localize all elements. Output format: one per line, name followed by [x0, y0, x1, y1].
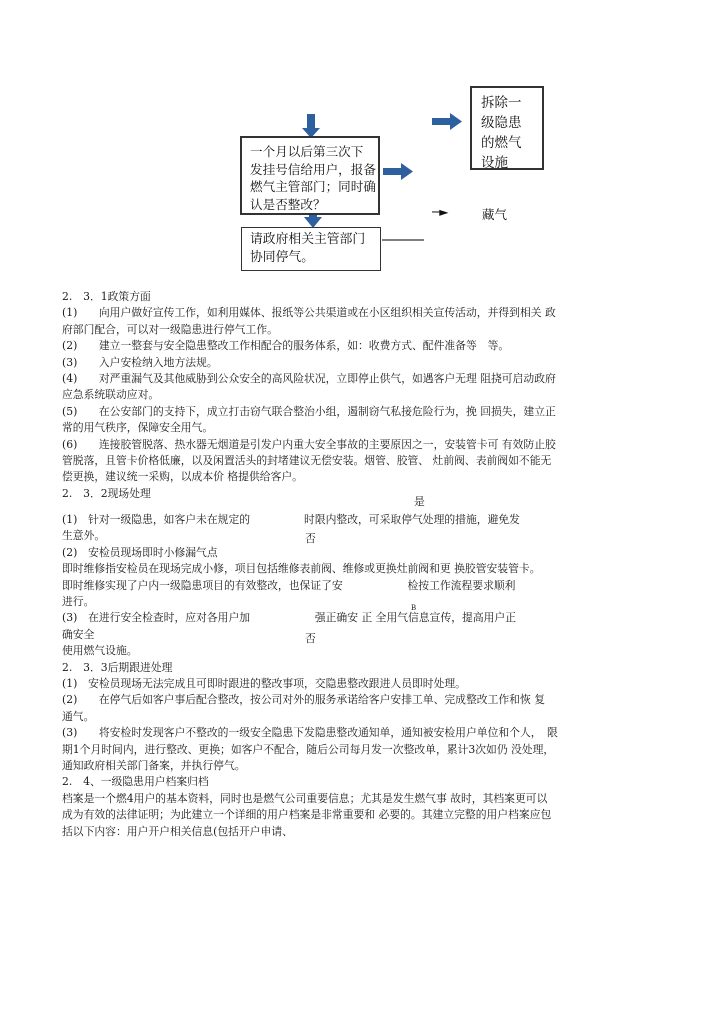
stray-mark-no-1: 否	[305, 532, 316, 545]
third-notice-line-2: 发挂号信给用户，报备	[250, 161, 376, 177]
stray-mark-yes: 是	[414, 495, 425, 508]
remove-facility-line-2: 级隐患	[481, 115, 522, 131]
paragraph-line: 括以下内容：用户开户相关信息(包括开户申请、	[62, 824, 293, 838]
paragraph-line: 应急系统联动应对。	[62, 388, 160, 402]
third-notice-line-1: 一个月以后第三次下	[250, 144, 364, 159]
paragraph-line: (5) 在公安部门的支持下，成立打击窃气联合整治小组，遏制窃气私接危险行为，挽 回损失，建立正	[62, 404, 556, 418]
paragraph-line: 期1个月时间内，进行整改、更换；如客户不配合，随后公司每月发一次整改单，累计3次如仍 没处理，	[62, 742, 555, 756]
stray-mark-b: B	[411, 604, 417, 612]
paragraph-line: 生意外。	[62, 529, 106, 543]
side-label: 藏气	[482, 207, 508, 222]
paragraph-line: 常的用气秩序，保障安全用气。	[62, 421, 214, 435]
paragraph-line: (1) 向用户做好宣传工作，如利用媒体、报纸等公共渠道或在小区组织相关宣传活动，并得到相关 政	[62, 306, 556, 320]
section-heading-followup: 2. 3．3后期跟进处理	[62, 660, 173, 674]
paragraph-line: 档案是一个燃4用户的基本资料，同时也是燃气公司重要信息；尤其是发生燃气事 故时，其档案更可以	[62, 791, 548, 805]
government-line-1: 请政府相关主管部门	[250, 232, 366, 247]
remove-facility-line-4: 设施	[481, 155, 508, 171]
remove-facility-line-3: 的燃气	[481, 135, 522, 151]
arrow-down-top	[302, 114, 320, 138]
paragraph-line: 管脱落，且管卡价格低廉，以及闲置活头的封堵建议无偿安装。烟管、胶管、 灶前阀、表前阀如不能无	[62, 453, 552, 467]
paragraph-line: 进行。	[62, 595, 95, 609]
arrow-right-to-remove	[432, 113, 462, 130]
blank-line	[62, 502, 637, 512]
paragraph-line: 通知政府相关部门备案，并执行停气。	[62, 758, 246, 772]
third-notice-line-3: 燃气主管部门；同时确	[250, 179, 376, 194]
paragraph-line: 使用燃气设施。	[62, 644, 138, 658]
third-notice-box	[240, 136, 380, 215]
paragraph-line: 即时维修指安检员在现场完成小修，项目包括维修表前阀、维修或更换灶前阀和更 换胶管安装管卡。	[62, 562, 541, 576]
paragraph-line: 成为有效的法律证明；为此建立一个详细的用户档案是非常重要和 必要的。其建立完整的用户档案应包	[62, 808, 552, 822]
paragraph-line: (2) 安检员现场即时小修漏气点	[62, 545, 218, 559]
paragraph-line: 确安全	[62, 627, 95, 641]
remove-facility-line-1: 拆除一	[481, 95, 522, 111]
paragraph-line: 偿更换，建议统一采购，以成本价 格提供给客户。	[62, 470, 303, 484]
paragraph-line: (4) 对严重漏气及其他威胁到公众安全的高风险状况，立即停止供气，如遇客户无理 阻挠可启动政府	[62, 371, 556, 385]
paragraph-line: 通气。	[62, 709, 95, 723]
paragraph-line: (1) 安检员现场无法完成且可即时跟进的整改事项，交隐患整改跟进人员即时处理。	[62, 676, 466, 690]
paragraph-line: 即时维修实现了户内一级隐患项目的有效整改，也保证了安 检按工作流程要求顺利	[62, 578, 516, 592]
paragraph-line: (6) 连接胶管脱落、热水器无烟道是引发户内重大安全事故的主要原因之一，安装管卡可 有效防止胶	[62, 437, 556, 451]
paragraph-line: (1) 针对一级隐患，如客户未在规定的 时限内整改，可采取停气处理的措施，避免发	[62, 513, 520, 527]
section-heading-onsite: 2. 3．2现场处理	[62, 486, 151, 500]
paragraph-line: (3) 在进行安全检查时，应对各用户加 强正确安 正 全用气信息宣传，提高用户正	[62, 611, 517, 625]
section-heading-policy: 2. 3．1政策方面	[62, 290, 151, 303]
arrow-right-from-notice	[383, 163, 413, 180]
third-notice-line-4: 认是否整改？	[250, 196, 326, 212]
paragraph-line: 府部门配合，可以对一级隐患进行停气工作。	[62, 322, 278, 336]
section-heading-archive: 2. 4、一级隐患用户档案归档	[62, 775, 209, 789]
government-box	[241, 227, 381, 271]
government-line-2: 协同停气。	[250, 250, 314, 265]
paragraph-line: (2) 在停气后如客户事后配合整改，按公司对外的服务承诺给客户安排工单、完成整改工作和恢 复	[62, 693, 545, 707]
paragraph-line: (3) 将安检时发现客户不整改的一级安全隐患下发隐患整改通知单，通知被安检用户单位和个人， 限	[62, 726, 558, 740]
side-arrow-glyph: ─►	[432, 205, 449, 219]
paragraph-line: (3) 入户安检纳入地方法规。	[62, 355, 218, 369]
remove-facility-box	[470, 86, 544, 170]
stray-mark-no-2: 否	[305, 632, 316, 645]
document-body	[62, 289, 637, 840]
paragraph-line: (2) 建立一整套与安全隐患整改工作相配合的服务体系，如：收费方式、配件准备等 等。	[62, 339, 510, 353]
